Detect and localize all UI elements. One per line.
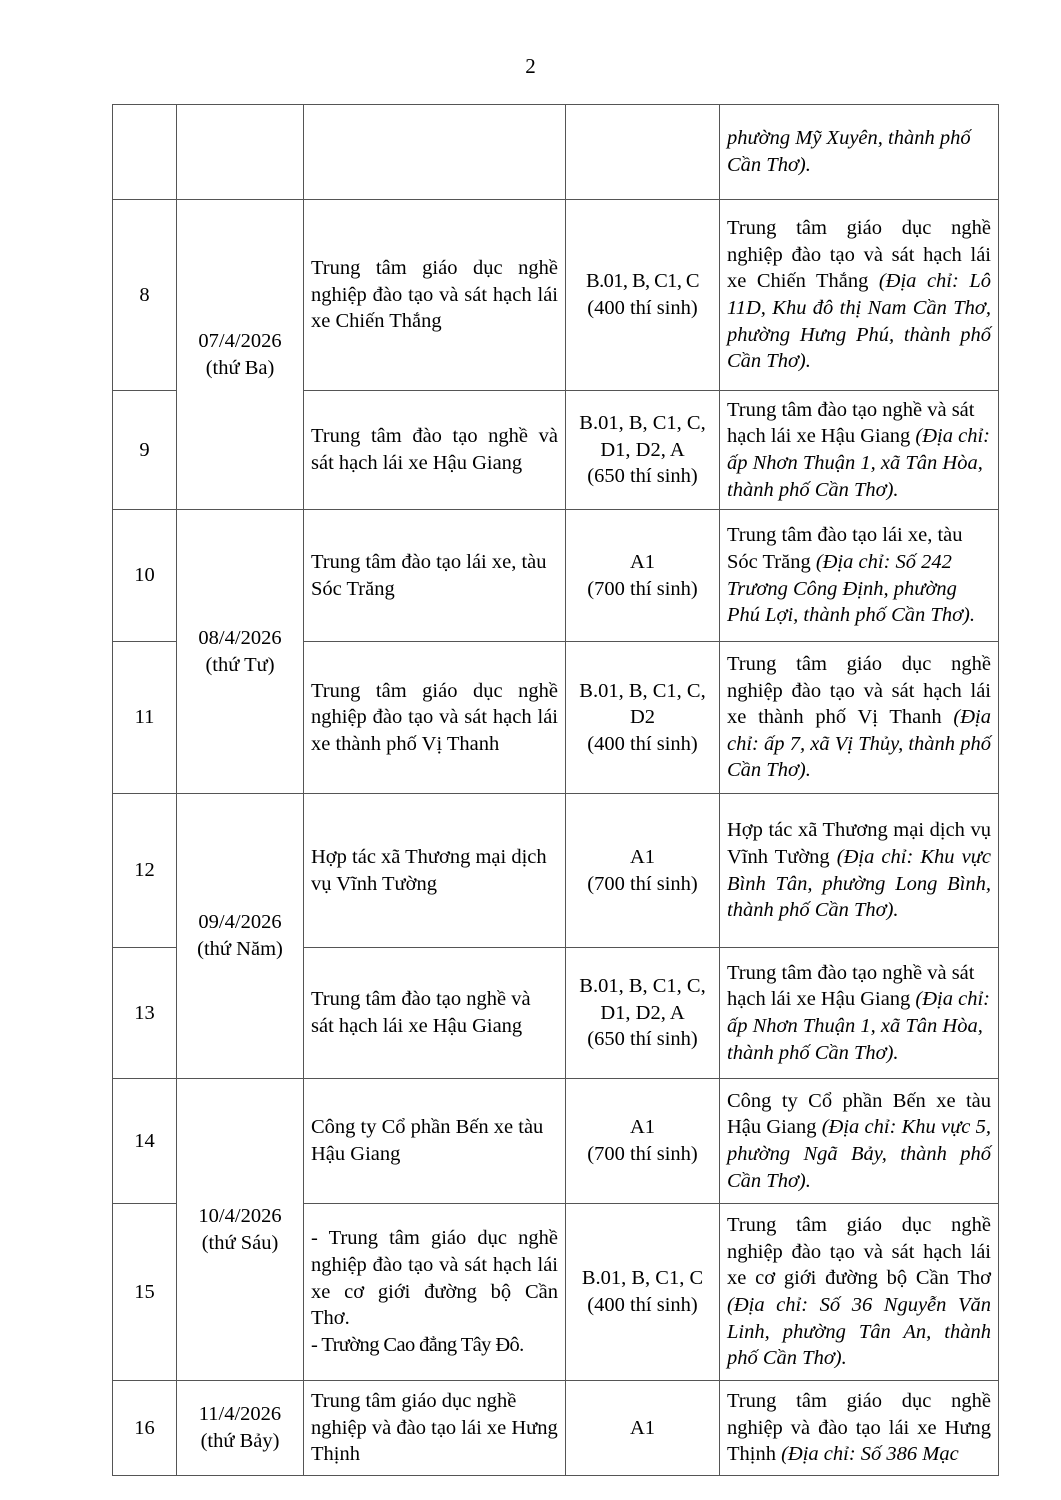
cell-stt: 15 bbox=[113, 1204, 177, 1381]
page-number: 2 bbox=[525, 54, 536, 78]
license-classes: B.01, B, C1, C, D2 bbox=[579, 679, 706, 729]
license-classes: B.01, B, C1, C bbox=[581, 1267, 704, 1290]
date-value: 07/4/2026 bbox=[198, 329, 282, 352]
license-classes: A1 bbox=[629, 1416, 656, 1439]
cell-license bbox=[566, 948, 720, 1079]
venue-address: (Địa chỉ: Khu vực 5, phường Ngã Bảy, thành phố Cần Thơ). bbox=[727, 1116, 991, 1192]
date-value: 09/4/2026 bbox=[198, 911, 282, 934]
cell-license bbox=[566, 391, 720, 510]
cell-org: Trung tâm đào tạo nghề và sát hạch lái xe Hậu Giang bbox=[304, 391, 566, 510]
cell-org: Trung tâm đào tạo nghề và sát hạch lái xe Hậu Giang bbox=[304, 948, 566, 1079]
venue-name: Trung tâm đào tạo lái xe, tàu Sóc Trăng bbox=[727, 524, 963, 573]
venue-name: Trung tâm đào tạo nghề và sát hạch lái xe Hậu Giang bbox=[727, 961, 975, 1011]
cell-venue bbox=[720, 200, 999, 391]
cell-date bbox=[177, 1381, 304, 1476]
cell-venue-continued bbox=[720, 105, 999, 200]
cell-license bbox=[566, 1381, 720, 1476]
license-classes: B.01, B, C1, C bbox=[586, 270, 699, 293]
cell-stt: 10 bbox=[113, 510, 177, 642]
cell-venue bbox=[720, 1204, 999, 1381]
cell-stt: 11 bbox=[113, 642, 177, 794]
table-row bbox=[113, 794, 999, 948]
venue-address: (Địa chỉ: ấp Nhơn Thuận 1, xã Tân Hòa, thành phố Cần Thơ). bbox=[727, 988, 990, 1064]
venue-address: (Địa chỉ: Số 36 Nguyễn Văn Linh, phường Tân An, thành phố Cần Thơ). bbox=[727, 1294, 991, 1370]
cell-stt: 12 bbox=[113, 794, 177, 948]
cell-org: Trung tâm giáo dục nghề nghiệp đào tạo và sát hạch lái xe Chiến Thắng bbox=[304, 200, 566, 391]
cell-stt: 9 bbox=[113, 391, 177, 510]
venue-address: (Địa chỉ: Lô 11D, Khu đô thị Nam Cần Thơ, phường Hưng Phú, thành phố Cần Thơ). bbox=[727, 270, 991, 373]
cell-org: Hợp tác xã Thương mại dịch vụ Vĩnh Tường bbox=[304, 794, 566, 948]
date-value: 08/4/2026 bbox=[198, 626, 282, 649]
venue-name: Trung tâm giáo dục nghề nghiệp đào tạo và sát hạch lái xe cơ giới đường bộ Cần Thơ bbox=[727, 1214, 991, 1290]
date-weekday: (thứ Bảy) bbox=[200, 1430, 280, 1452]
exam-schedule-table bbox=[112, 104, 999, 1476]
license-classes: A1 bbox=[629, 550, 656, 573]
org-line-primary: - Trung tâm giáo dục nghề nghiệp đào tạo và sát hạch lái xe cơ giới đường bộ Cần Thơ. bbox=[311, 1227, 558, 1330]
venue-name: Trung tâm giáo dục nghề nghiệp và đào tạo lái xe Hưng Thịnh bbox=[727, 1390, 991, 1466]
cell-license bbox=[566, 794, 720, 948]
license-classes: A1 bbox=[629, 1116, 656, 1139]
date-weekday: (thứ Ba) bbox=[205, 356, 275, 379]
venue-name: Trung tâm đào tạo nghề và sát hạch lái xe Hậu Giang bbox=[727, 398, 975, 448]
cell-venue bbox=[720, 642, 999, 794]
cell-license bbox=[566, 1204, 720, 1381]
cell-venue bbox=[720, 510, 999, 642]
cell-stt: 16 bbox=[113, 1381, 177, 1476]
cell-stt: 13 bbox=[113, 948, 177, 1079]
cell-date bbox=[177, 1079, 304, 1381]
venue-address: (Địa chỉ: ấp Nhơn Thuận 1, xã Tân Hòa, thành phố Cần Thơ). bbox=[727, 425, 990, 501]
cell-date bbox=[177, 510, 304, 794]
venue-address: (Địa chỉ: Khu vực Bình Tân, phường Long Bình, thành phố Cần Thơ). bbox=[727, 845, 991, 922]
cell-stt: 8 bbox=[113, 200, 177, 391]
table-row bbox=[113, 510, 999, 642]
cell-org: Trung tâm giáo dục nghề nghiệp và đào tạo lái xe Hưng Thịnh bbox=[304, 1381, 566, 1476]
cell-venue bbox=[720, 1079, 999, 1204]
venue-address: (Địa chỉ: ấp 7, xã Vị Thủy, thành phố Cần Thơ). bbox=[727, 706, 991, 782]
table-row bbox=[113, 200, 999, 391]
venue-address: (Địa chỉ: Số 242 Trương Công Định, phường Phú Lợi, thành phố Cần Thơ). bbox=[727, 550, 975, 627]
cell-venue bbox=[720, 391, 999, 510]
license-candidates: (700 thí sinh) bbox=[587, 872, 698, 895]
license-classes: B.01, B, C1, C, D1, D2, A bbox=[579, 975, 706, 1024]
license-candidates: (650 thí sinh) bbox=[587, 465, 698, 488]
cell-date bbox=[177, 794, 304, 1079]
date-weekday: (thứ Tư) bbox=[205, 653, 275, 676]
license-candidates: (700 thí sinh) bbox=[587, 1143, 698, 1165]
cell-org: Trung tâm giáo dục nghề nghiệp đào tạo và sát hạch lái xe thành phố Vị Thanh bbox=[304, 642, 566, 794]
cell-license bbox=[566, 1079, 720, 1204]
venue-name: Trung tâm giáo dục nghề nghiệp đào tạo và sát hạch lái xe thành phố Vị Thanh bbox=[727, 652, 991, 729]
cell-date-continued bbox=[177, 105, 304, 200]
cell-license bbox=[566, 200, 720, 391]
venue-name: Công ty Cổ phần Bến xe tàu Hậu Giang bbox=[727, 1089, 991, 1139]
cell-date bbox=[177, 200, 304, 510]
cell-license bbox=[566, 642, 720, 794]
cell-venue bbox=[720, 1381, 999, 1476]
date-value: 10/4/2026 bbox=[198, 1204, 282, 1227]
license-candidates: (400 thí sinh) bbox=[587, 297, 698, 319]
license-candidates: (400 thí sinh) bbox=[587, 1294, 698, 1316]
cell-stt-continued bbox=[113, 105, 177, 200]
cell-stt: 14 bbox=[113, 1079, 177, 1204]
date-weekday: (thứ Năm) bbox=[197, 938, 283, 960]
cell-venue bbox=[720, 794, 999, 948]
venue-address: (Địa chỉ: Số 386 Mạc bbox=[781, 1443, 959, 1466]
venue-address-continuation: phường Mỹ Xuyên, thành phố Cần Thơ). bbox=[727, 127, 971, 176]
table-row-continued bbox=[113, 105, 999, 200]
date-weekday: (thứ Sáu) bbox=[201, 1231, 279, 1254]
table-row bbox=[113, 1381, 999, 1476]
cell-license bbox=[566, 510, 720, 642]
cell-org: Công ty Cổ phần Bến xe tàu Hậu Giang bbox=[304, 1079, 566, 1204]
cell-license-continued bbox=[566, 105, 720, 200]
license-classes: A1 bbox=[629, 845, 656, 868]
cell-venue bbox=[720, 948, 999, 1079]
license-candidates: (650 thí sinh) bbox=[587, 1028, 698, 1051]
cell-org: Trung tâm đào tạo lái xe, tàu Sóc Trăng bbox=[304, 510, 566, 642]
date-value: 11/4/2026 bbox=[198, 1403, 282, 1426]
license-candidates: (700 thí sinh) bbox=[587, 577, 698, 600]
venue-name: Trung tâm giáo dục nghề nghiệp đào tạo và sát hạch lái xe Chiến Thắng bbox=[727, 217, 991, 293]
license-candidates: (400 thí sinh) bbox=[587, 732, 698, 755]
venue-name: Hợp tác xã Thương mại dịch vụ Vĩnh Tường bbox=[727, 819, 991, 868]
cell-org-continued bbox=[304, 105, 566, 200]
table-row bbox=[113, 1079, 999, 1204]
license-classes: B.01, B, C1, C, D1, D2, A bbox=[579, 412, 706, 461]
cell-org bbox=[304, 1204, 566, 1381]
org-line-secondary: - Trường Cao đẳng Tây Đô. bbox=[311, 1333, 524, 1356]
